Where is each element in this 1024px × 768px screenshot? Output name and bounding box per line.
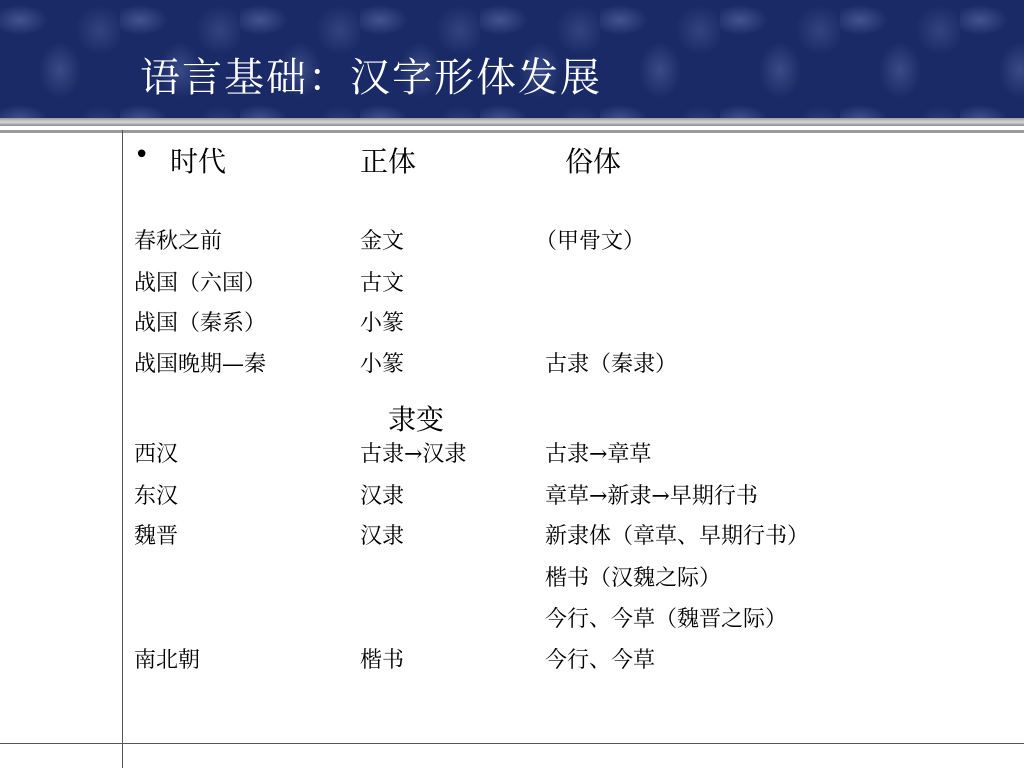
row-vulgar: 章草→新隶→早期行书	[545, 484, 758, 509]
row-formal: 古隶→汉隶	[360, 442, 467, 467]
row-era: 战国（秦系）	[134, 311, 267, 336]
bottom-margin-line	[0, 743, 1024, 744]
header-vulgar-script: 俗体	[565, 145, 622, 178]
title-divider	[0, 118, 1024, 126]
section-label-libian: 隶变	[388, 403, 445, 436]
row-vulgar: 今行、今草（魏晋之际）	[545, 607, 788, 632]
row-formal: 小篆	[360, 352, 405, 377]
row-era: 南北朝	[134, 648, 201, 673]
row-era: 战国（六国）	[134, 271, 267, 296]
row-era: 魏晋	[134, 524, 179, 549]
row-vulgar: 楷书（汉魏之际）	[545, 566, 722, 591]
left-margin-line	[122, 130, 123, 768]
row-era: 战国晚期—秦	[134, 352, 267, 377]
row-formal: 小篆	[360, 311, 405, 336]
row-vulgar: 古隶→章草	[545, 442, 652, 467]
row-vulgar: 新隶体（章草、早期行书）	[545, 524, 810, 549]
row-formal: 汉隶	[360, 484, 405, 509]
row-vulgar: 古隶（秦隶）	[545, 352, 678, 377]
row-formal: 金文	[360, 229, 405, 254]
row-formal: 古文	[360, 271, 405, 296]
header-era: 时代	[170, 145, 227, 178]
title-divider-thin	[0, 130, 1024, 133]
header-formal-script: 正体	[360, 145, 417, 178]
slide-title: 语言基础：汉字形体发展	[140, 55, 602, 101]
title-banner	[0, 0, 1024, 118]
row-formal: 楷书	[360, 648, 405, 673]
row-era: 西汉	[134, 442, 179, 467]
bullet: •	[134, 140, 150, 170]
row-formal: 汉隶	[360, 524, 405, 549]
row-era: 春秋之前	[134, 229, 223, 254]
row-era: 东汉	[134, 484, 179, 509]
row-vulgar: 今行、今草	[545, 648, 656, 673]
row-vulgar: （甲骨文）	[535, 229, 646, 254]
